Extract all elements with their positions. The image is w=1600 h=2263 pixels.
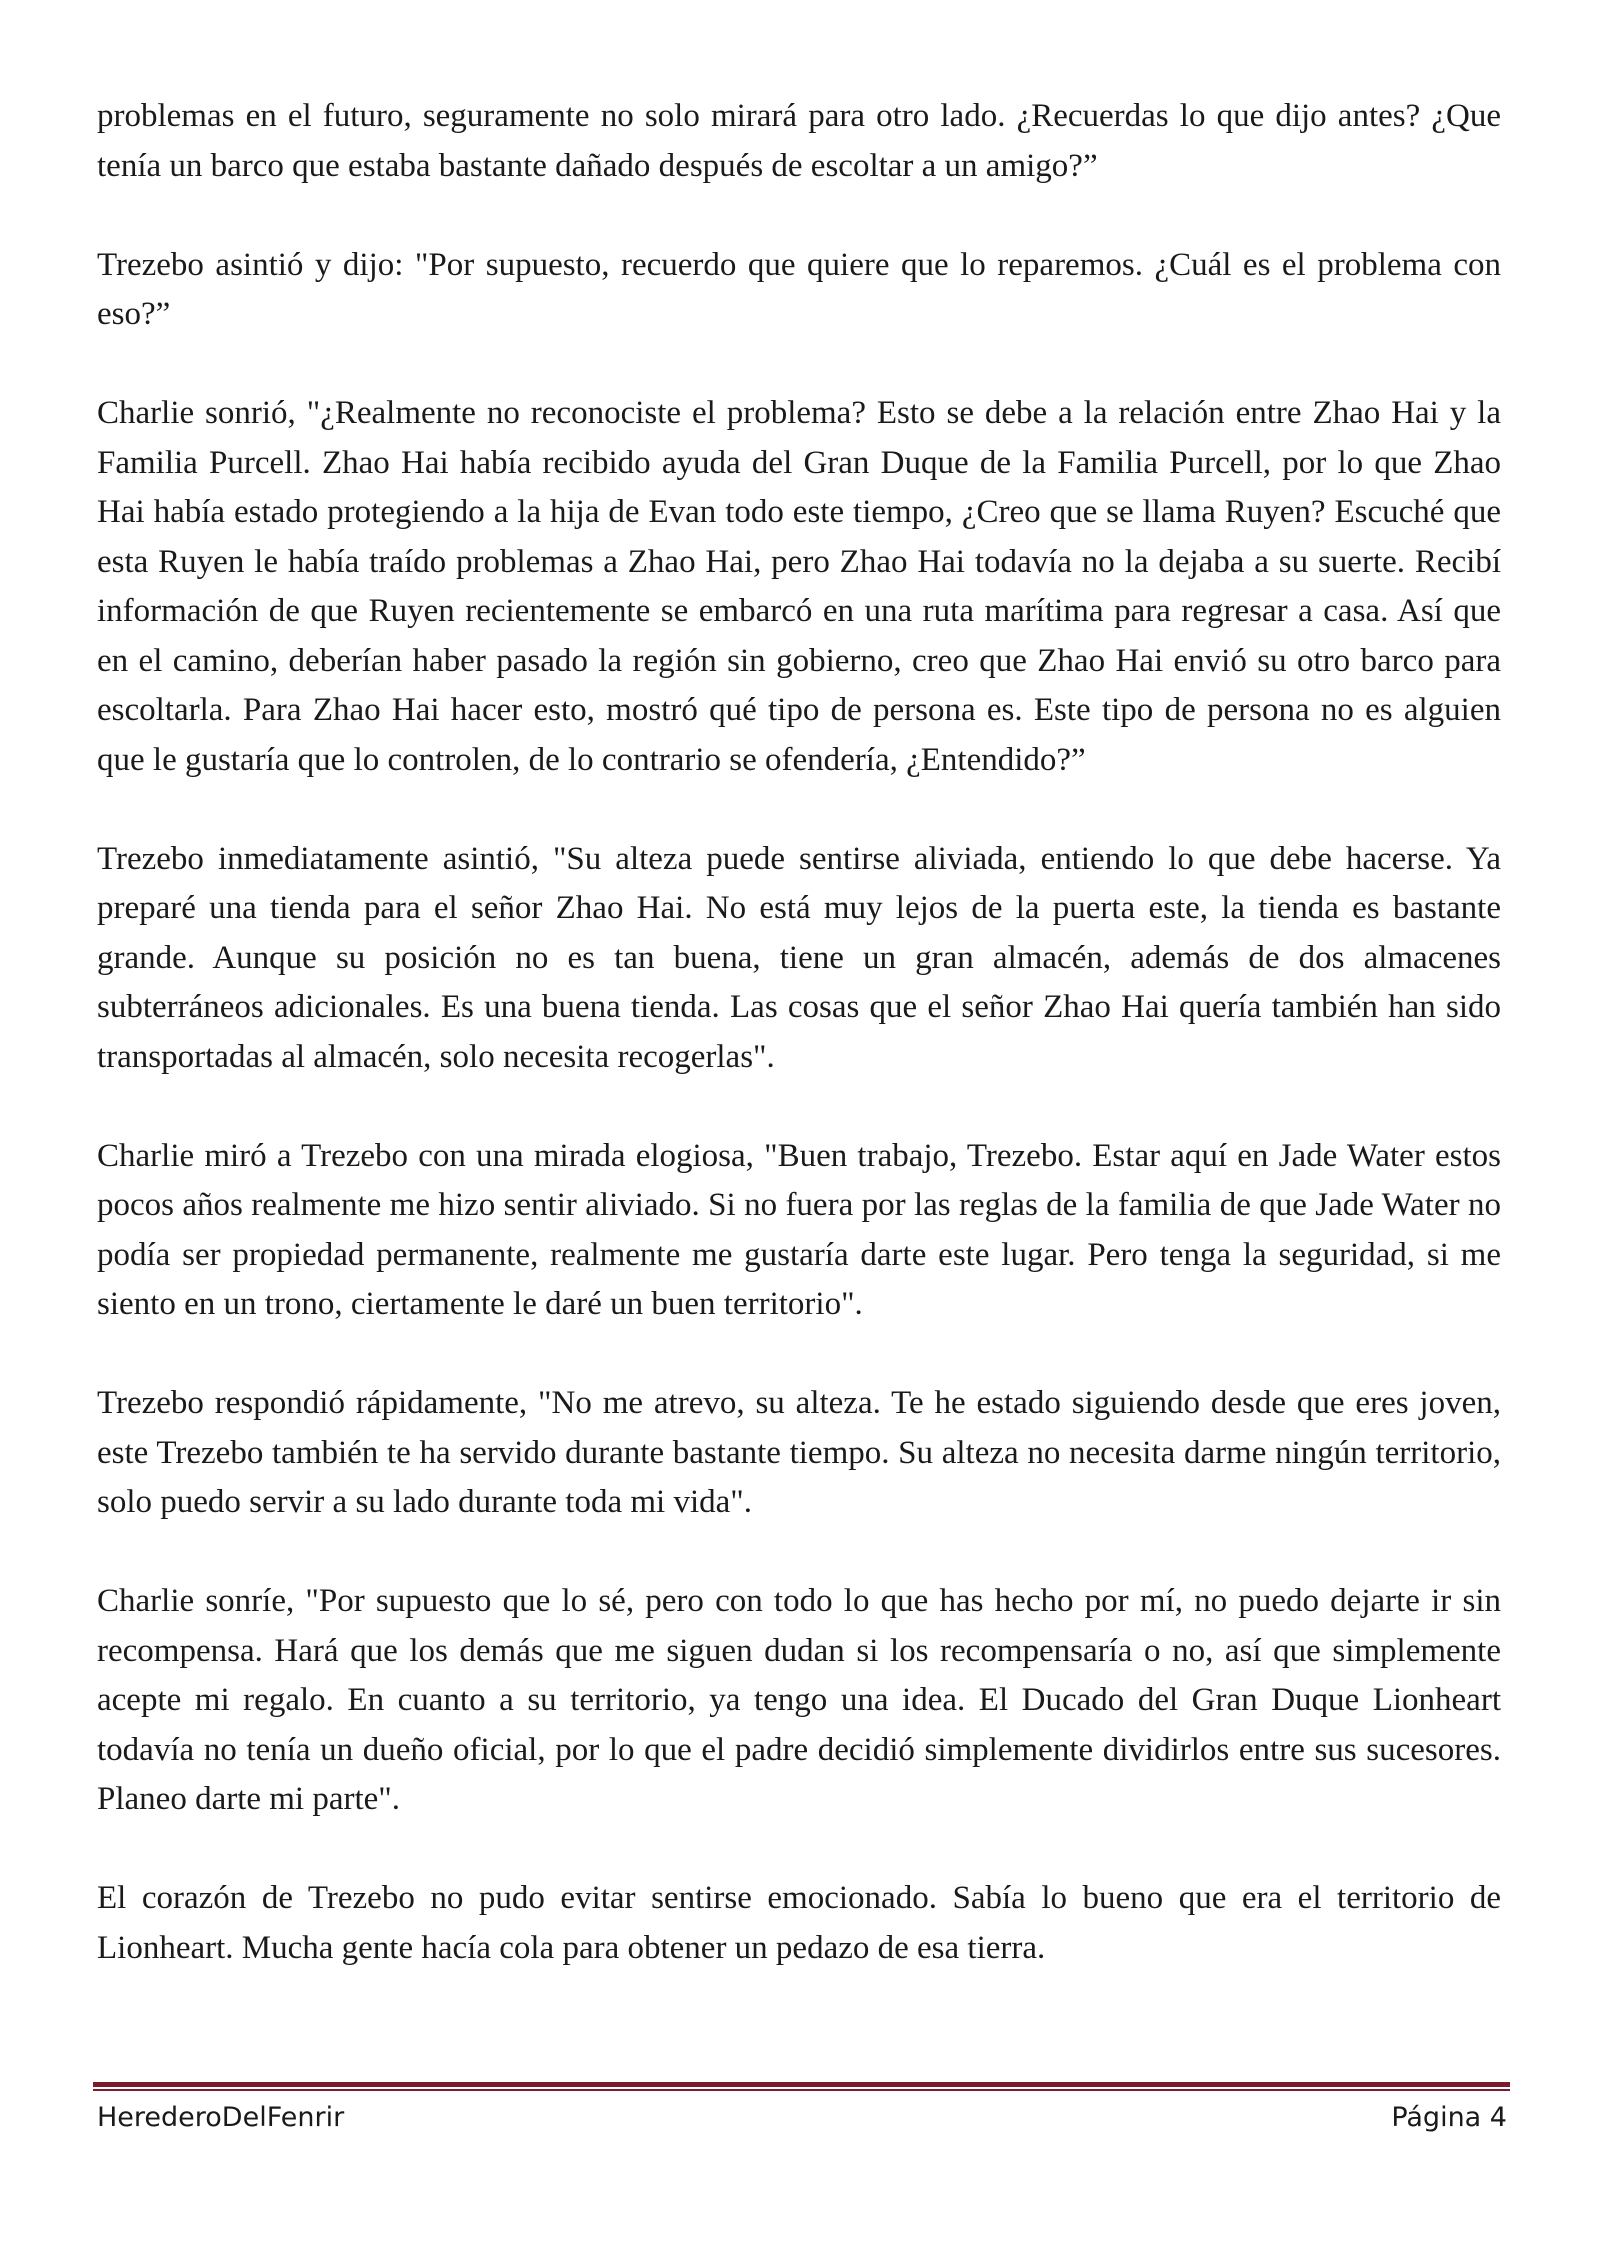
body-text	[97, 92, 1501, 1973]
footer-page-number: Página 4	[1391, 2102, 1507, 2133]
paragraph-6: Trezebo respondió rápidamente, "No me atrevo, su alteza. Te he estado siguiendo desde que eres joven, este Trezebo también te ha servido durante bastante tiempo. Su alteza no necesita darme ningún territorio, solo puedo servir a su lado durante toda mi vida".	[97, 1385, 1501, 1520]
footer-rule-thick	[93, 2082, 1510, 2087]
footer-author: HerederoDelFenrir	[97, 2102, 345, 2133]
footer-rule-thin	[93, 2089, 1510, 2091]
paragraph-4: Trezebo inmediatamente asintió, "Su alteza puede sentirse aliviada, entiendo lo que debe hacerse. Ya preparé una tienda para el señor Zhao Hai. No está muy lejos de la puerta este, la tienda es bastante grande. Aunque su posición no es tan buena, tiene un gran almacén, además de dos almacenes subterráneos adicionales. Es una buena tienda. Las cosas que el señor Zhao Hai quería también han sido transportadas al almacén, solo necesita recogerlas".	[97, 840, 1501, 1075]
paragraph-3: Charlie sonrió, "¿Realmente no reconociste el problema? Esto se debe a la relación entre Zhao Hai y la Familia Purcell. Zhao Hai había recibido ayuda del Gran Duque de la Familia Purcell, por lo que Zhao Hai había estado protegiendo a la hija de Evan todo este tiempo, ¿Creo que se llama Ruyen? Escuché que esta Ruyen le había traído problemas a Zhao Hai, pero Zhao Hai todavía no la dejaba a su suerte. Recibí información de que Ruyen recientemente se embarcó en una ruta marítima para regresar a casa. Así que en el camino, deberían haber pasado la región sin gobierno, creo que Zhao Hai envió su otro barco para escoltarla. Para Zhao Hai hacer esto, mostró qué tipo de persona es. Este tipo de persona no es alguien que le gustaría que lo controlen, de lo contrario se ofendería, ¿Entendido?”	[97, 395, 1501, 778]
paragraph-2: Trezebo asintió y dijo: "Por supuesto, recuerdo que quiere que lo reparemos. ¿Cuál es el problema con eso?”	[97, 246, 1501, 332]
paragraph-1: problemas en el futuro, seguramente no solo mirará para otro lado. ¿Recuerdas lo que dijo antes? ¿Que tenía un barco que estaba bastante dañado después de escoltar a un amigo?”	[97, 98, 1501, 184]
paragraph-8: El corazón de Trezebo no pudo evitar sentirse emocionado. Sabía lo bueno que era el territorio de Lionheart. Mucha gente hacía cola para obtener un pedazo de esa tierra.	[97, 1880, 1501, 1966]
footer-rule	[93, 2082, 1510, 2092]
paragraph-5: Charlie miró a Trezebo con una mirada elogiosa, "Buen trabajo, Trezebo. Estar aquí en Jade Water estos pocos años realmente me hizo sentir aliviado. Si no fuera por las reglas de la familia de que Jade Water no podía ser propiedad permanente, realmente me gustaría darte este lugar. Pero tenga la seguridad, si me siento en un trono, ciertamente le daré un buen territorio".	[97, 1137, 1501, 1322]
paragraph-7: Charlie sonríe, "Por supuesto que lo sé, pero con todo lo que has hecho por mí, no puedo dejarte ir sin recompensa. Hará que los demás que me siguen dudan si los recompensaría o no, así que simplemente acepte mi regalo. En cuanto a su territorio, ya tengo una idea. El Ducado del Gran Duque Lionheart todavía no tenía un dueño oficial, por lo que el padre decidió simplemente dividirlos entre sus sucesores. Planeo darte mi parte".	[97, 1583, 1501, 1817]
